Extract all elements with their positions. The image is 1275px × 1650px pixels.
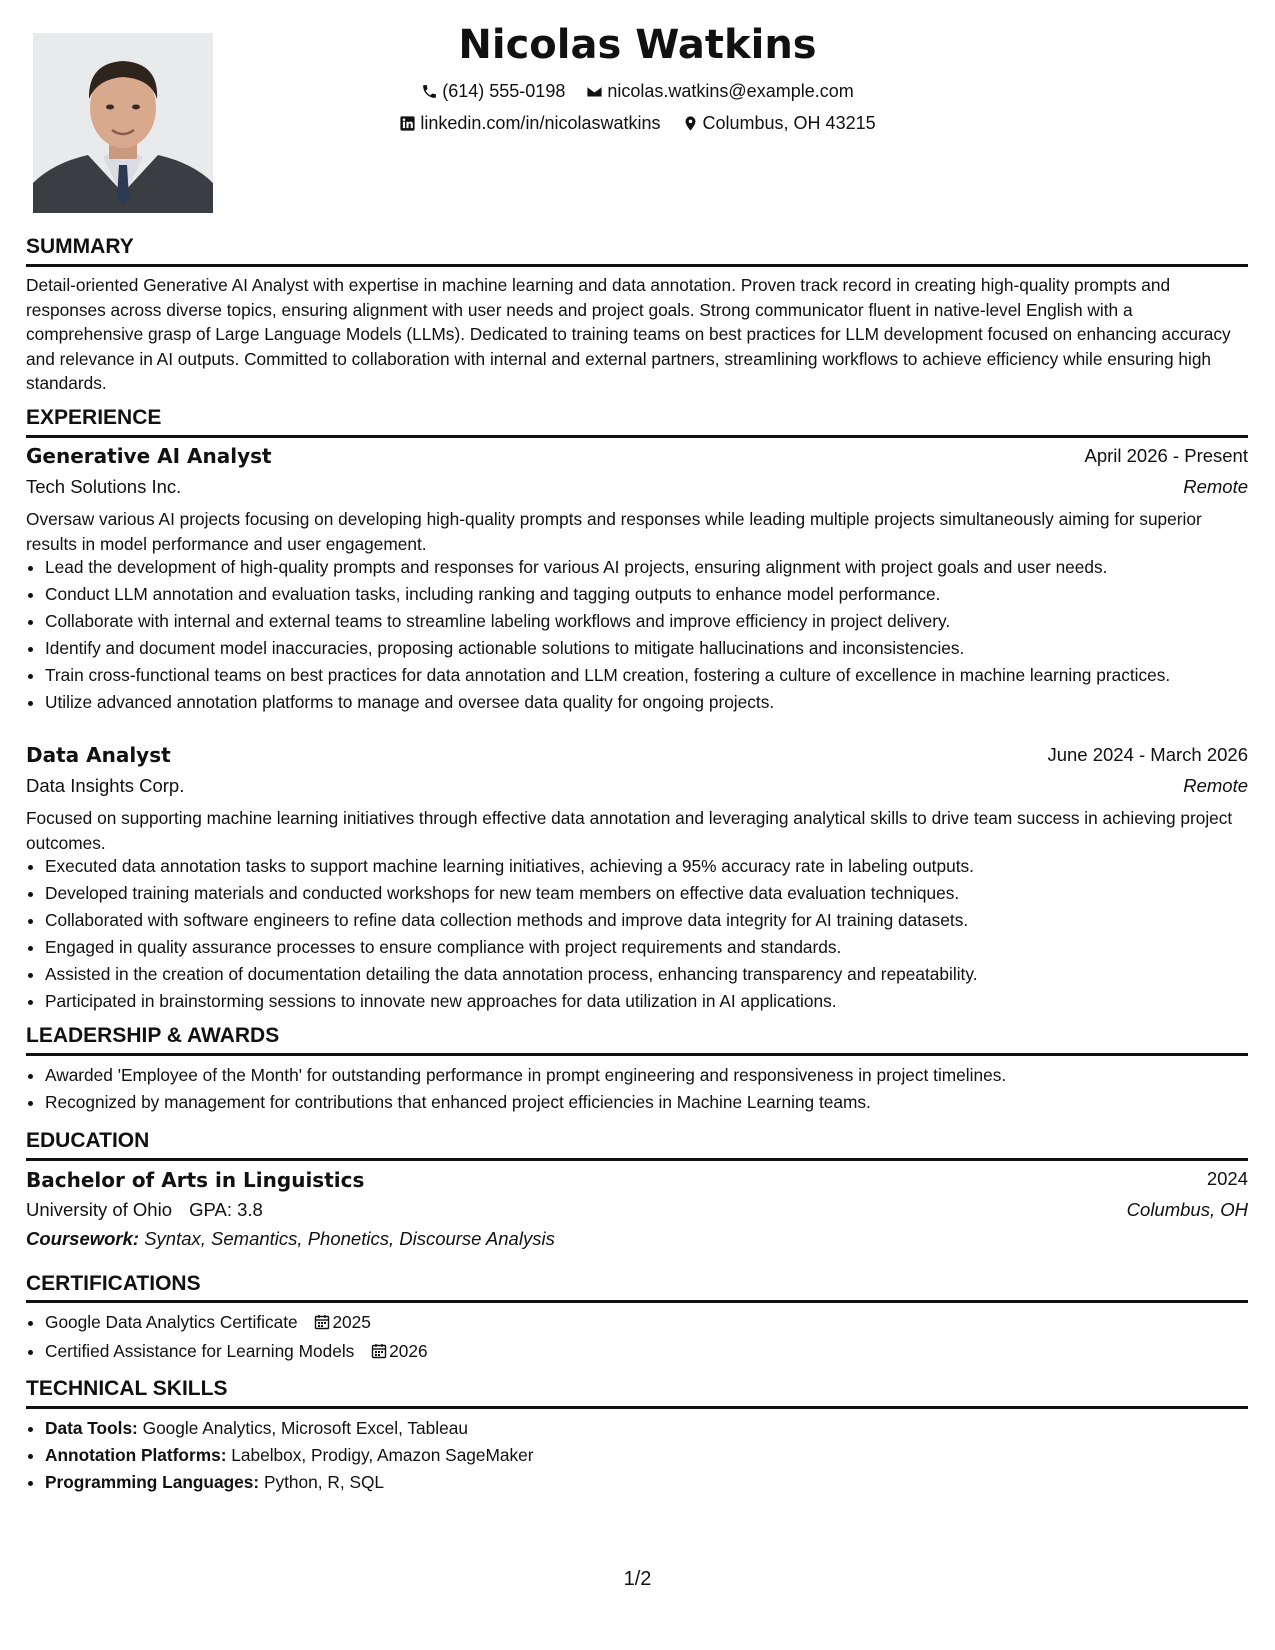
job-location: Remote: [1183, 476, 1248, 497]
summary-heading: SUMMARY: [26, 235, 134, 258]
email-text: nicolas.watkins@example.com: [607, 81, 854, 101]
certifications-list: [26, 1310, 1267, 1368]
list-item: [45, 1416, 1267, 1441]
school-name: University of Ohio: [26, 1199, 172, 1220]
job-bullets: [26, 854, 1267, 1016]
linkedin-text: linkedin.com/in/nicolaswatkins: [420, 113, 661, 133]
skill-label: Programming Languages:: [45, 1472, 260, 1492]
calendar-icon: [371, 1341, 387, 1366]
certifications-heading: CERTIFICATIONS: [26, 1272, 201, 1295]
list-item: • Train cross-functional teams on best practices for data annotation and LLM creation, fostering a culture of excellence in machine learning practices.: [45, 663, 1267, 688]
coursework-label: Coursework:: [26, 1228, 140, 1249]
job-description: Oversaw various AI projects focusing on developing high-quality prompts and responses while leading multiple projects simultaneously aiming for superior results in model performance and user engagement.: [26, 509, 1202, 554]
cert-name: Certified Assistance for Learning Models: [45, 1341, 355, 1361]
cert-year: 2026: [389, 1341, 428, 1361]
job-location: Remote: [1183, 775, 1248, 796]
location-contact: [682, 113, 876, 134]
list-item: • Participated in brainstorming sessions to innovate new approaches for data utilization in AI applications.: [45, 989, 1267, 1014]
skill-value: Labelbox, Prodigy, Amazon SageMaker: [231, 1445, 534, 1465]
job-company: Data Insights Corp.: [26, 775, 185, 796]
coursework: [26, 1228, 555, 1250]
linkedin-icon: [399, 115, 416, 132]
job-role: Generative AI Analyst: [26, 444, 272, 468]
phone-contact[interactable]: [421, 81, 565, 102]
cert-name: Google Data Analytics Certificate: [45, 1312, 298, 1332]
phone-icon: [421, 83, 438, 100]
list-item: • Lead the development of high-quality prompts and responses for various AI projects, ensuring alignment with project goals and user needs.: [45, 555, 1267, 580]
job-bullets: [26, 555, 1267, 717]
page-number: 1/2: [623, 1568, 652, 1590]
graduation-year: 2024: [1206, 1168, 1248, 1189]
contact-line-1: [0, 81, 1275, 105]
linkedin-contact[interactable]: [399, 113, 660, 134]
job-company: Tech Solutions Inc.: [26, 476, 182, 497]
cert-year: 2025: [332, 1312, 371, 1332]
list-item: [45, 1310, 1267, 1337]
section-divider: [26, 1158, 1248, 1161]
summary-text: Detail-oriented Generative AI Analyst with expertise in machine learning and data annotation. Proven track record in creating high-quality prompts and responses across diverse topics, ensuring alignment with user needs and project goals. Strong communicator fluent in native-level English with a comprehensive grasp of Large Language Models (LLMs). Dedicated to training teams on best practices for LLM development focused on enhancing accuracy and relevance in AI outputs. Committed to collaboration with internal and external partners, streamlining workflows to achieve efficiency while ensuring high standards.: [26, 275, 1231, 393]
skills-heading: TECHNICAL SKILLS: [26, 1377, 228, 1400]
calendar-icon: [314, 1312, 330, 1337]
list-item: • Conduct LLM annotation and evaluation tasks, including ranking and tagging outputs to enhance model performance.: [45, 582, 1267, 607]
school-location: Columbus, OH: [1126, 1199, 1248, 1220]
skill-label: Annotation Platforms:: [45, 1445, 227, 1465]
education-heading: EDUCATION: [26, 1129, 150, 1152]
candidate-name: Nicolas Watkins: [458, 22, 817, 68]
list-item: [45, 1443, 1267, 1468]
list-item: • Utilize advanced annotation platforms to manage and oversee data quality for ongoing projects.: [45, 690, 1267, 715]
job-role: Data Analyst: [26, 743, 171, 767]
degree-title: Bachelor of Arts in Linguistics: [26, 1168, 365, 1192]
list-item: • Assisted in the creation of documentation detailing the data annotation process, enhancing transparency and repeatability.: [45, 962, 1267, 987]
list-item: [45, 1470, 1267, 1495]
section-divider: [26, 435, 1248, 438]
section-divider: [26, 1300, 1248, 1303]
skill-label: Data Tools:: [45, 1418, 138, 1438]
list-item: • Collaborate with internal and external teams to streamline labeling workflows and improve efficiency in project delivery.: [45, 609, 1267, 634]
section-divider: [26, 1406, 1248, 1409]
gpa: GPA: 3.8: [189, 1199, 263, 1220]
envelope-icon: [586, 83, 603, 100]
list-item: • Awarded 'Employee of the Month' for outstanding performance in prompt engineering and responsiveness in project timelines.: [45, 1063, 1267, 1088]
experience-heading: EXPERIENCE: [26, 406, 162, 429]
list-item: • Recognized by management for contributions that enhanced project efficiencies in Machine Learning teams.: [45, 1090, 1267, 1115]
school-line: [26, 1199, 263, 1221]
job-dates: April 2026 - Present: [1084, 445, 1248, 466]
awards-list: [26, 1063, 1267, 1117]
skills-list: [26, 1416, 1267, 1497]
coursework-list: Syntax, Semantics, Phonetics, Discourse Analysis: [144, 1228, 555, 1249]
section-divider: [26, 1053, 1248, 1056]
list-item: • Collaborated with software engineers to refine data collection methods and improve data integrity for AI training datasets.: [45, 908, 1267, 933]
list-item: • Identify and document model inaccuracies, proposing actionable solutions to mitigate hallucinations and inconsistencies.: [45, 636, 1267, 661]
skill-value: Google Analytics, Microsoft Excel, Tableau: [142, 1418, 468, 1438]
list-item: • Executed data annotation tasks to support machine learning initiatives, achieving a 95% accuracy rate in labeling outputs.: [45, 854, 1267, 879]
map-pin-icon: [682, 115, 699, 132]
list-item: • Engaged in quality assurance processes to ensure compliance with project requirements and standards.: [45, 935, 1267, 960]
skill-value: Python, R, SQL: [263, 1472, 385, 1492]
awards-heading: LEADERSHIP & AWARDS: [26, 1024, 280, 1047]
phone-text: (614) 555-0198: [442, 81, 566, 101]
list-item: [45, 1339, 1267, 1366]
location-text: Columbus, OH 43215: [702, 113, 876, 133]
section-divider: [26, 264, 1248, 267]
email-contact[interactable]: [586, 81, 853, 102]
list-item: • Developed training materials and conducted workshops for new team members on effective data evaluation techniques.: [45, 881, 1267, 906]
job-dates: June 2024 - March 2026: [1047, 744, 1248, 765]
contact-line-2: [0, 113, 1275, 137]
job-description: Focused on supporting machine learning initiatives through effective data annotation and leveraging analytical skills to drive team success in achieving project outcomes.: [26, 808, 1233, 853]
